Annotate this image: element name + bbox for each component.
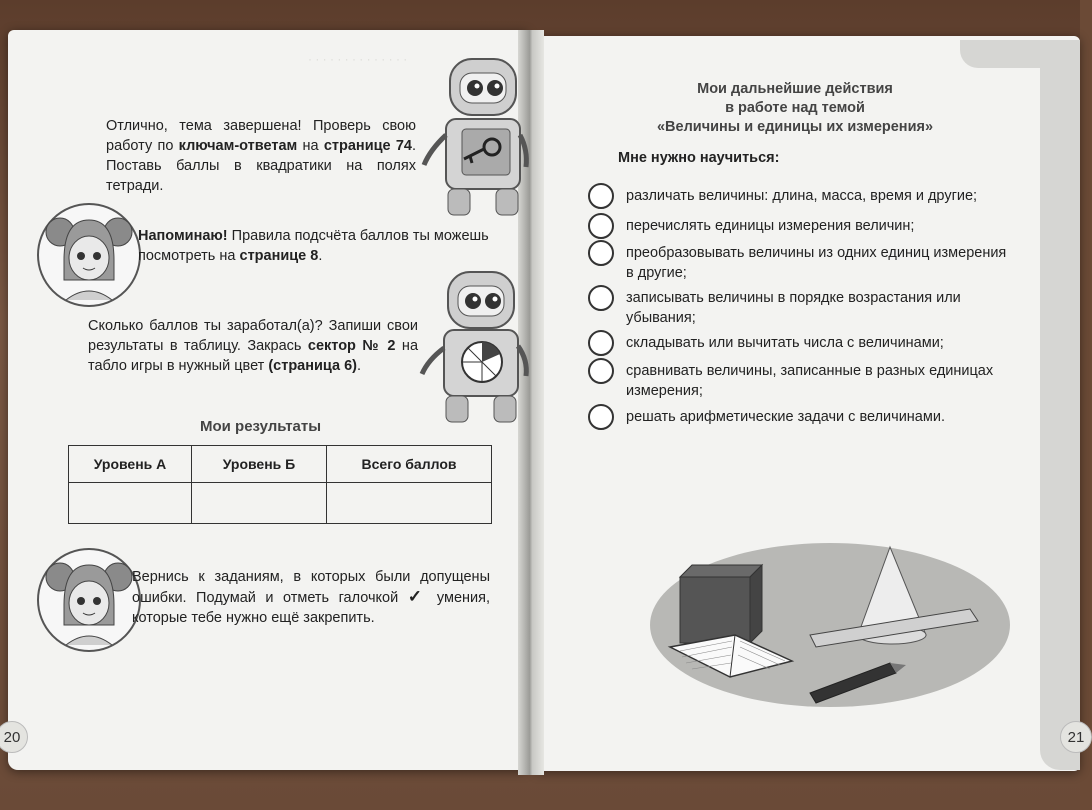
skill-checkbox[interactable]: [588, 358, 614, 384]
level-b-cell[interactable]: [192, 483, 327, 524]
skill-checkbox[interactable]: [588, 285, 614, 311]
page-number-left: 20: [0, 721, 28, 753]
robot-key-icon: [420, 55, 530, 220]
need-to-learn-subtitle: Мне нужно научиться:: [618, 150, 780, 166]
list-item: различать величины: длина, масса, время и другие;: [588, 186, 1016, 209]
skill-checkbox[interactable]: [588, 404, 614, 430]
page-top-decoration: [960, 40, 1080, 68]
return-to-tasks-text: Вернись к заданиям, в которых были допущены ошибки. Подумай и отметь галочкой ✓ умения, которые тебе нужно ещё закрепить.: [132, 569, 490, 626]
robot-wheel-icon: [418, 268, 530, 428]
results-table: [68, 445, 492, 524]
table-header: Всего баллов: [327, 446, 492, 483]
page-number-right: 21: [1060, 721, 1092, 753]
list-item: записывать величины в порядке возрастания или убывания;: [588, 288, 1016, 328]
total-cell[interactable]: [327, 483, 492, 524]
list-item: складывать или вычитать числа с величинами;: [588, 333, 1016, 356]
skill-checkbox[interactable]: [588, 213, 614, 239]
skill-checkbox[interactable]: [588, 183, 614, 209]
left-page: · · · · · · · · · · · · · ·: [8, 30, 528, 770]
table-row: [69, 483, 492, 524]
checkmark-icon: ✓: [407, 587, 428, 606]
score-instructions-text: Сколько баллов ты заработал(а)? Запиши свои результаты в таблицу. Закрась сектор № 2 на табло игры в нужный цвет (страница 6).: [88, 318, 419, 374]
list-item: перечислять единицы измерения величин;: [588, 216, 1016, 239]
results-title: Мои результаты: [200, 418, 322, 435]
table-header: Уровень А: [69, 446, 192, 483]
page-title: Мои дальнейшие действия в работе над темой «Величины и единицы их измерения»: [656, 81, 934, 135]
page-edge-decoration: [1040, 40, 1080, 770]
list-item: сравнивать величины, записанные в разных единицах измерения;: [588, 361, 1016, 401]
list-item: решать арифметические задачи с величинами.: [588, 407, 1016, 430]
girl-avatar-icon: [36, 200, 142, 310]
list-item: преобразовывать величины из одних единиц измерения в другие;: [588, 243, 1016, 283]
skill-checkbox[interactable]: [588, 240, 614, 266]
girl-avatar-icon: [36, 545, 142, 655]
level-a-cell[interactable]: [69, 483, 192, 524]
reminder-text: Напоминаю! Правила подсчёта баллов ты можешь посмотреть на странице 8.: [138, 228, 489, 264]
table-header: Уровень Б: [192, 446, 327, 483]
check-answers-text: Отлично, тема завершена! Проверь свою работу по ключам-ответам на странице 74. Поставь баллы в квадратики на полях тетради.: [106, 118, 416, 194]
skill-checkbox[interactable]: [588, 330, 614, 356]
geometry-shapes-illustration: [640, 535, 1020, 715]
